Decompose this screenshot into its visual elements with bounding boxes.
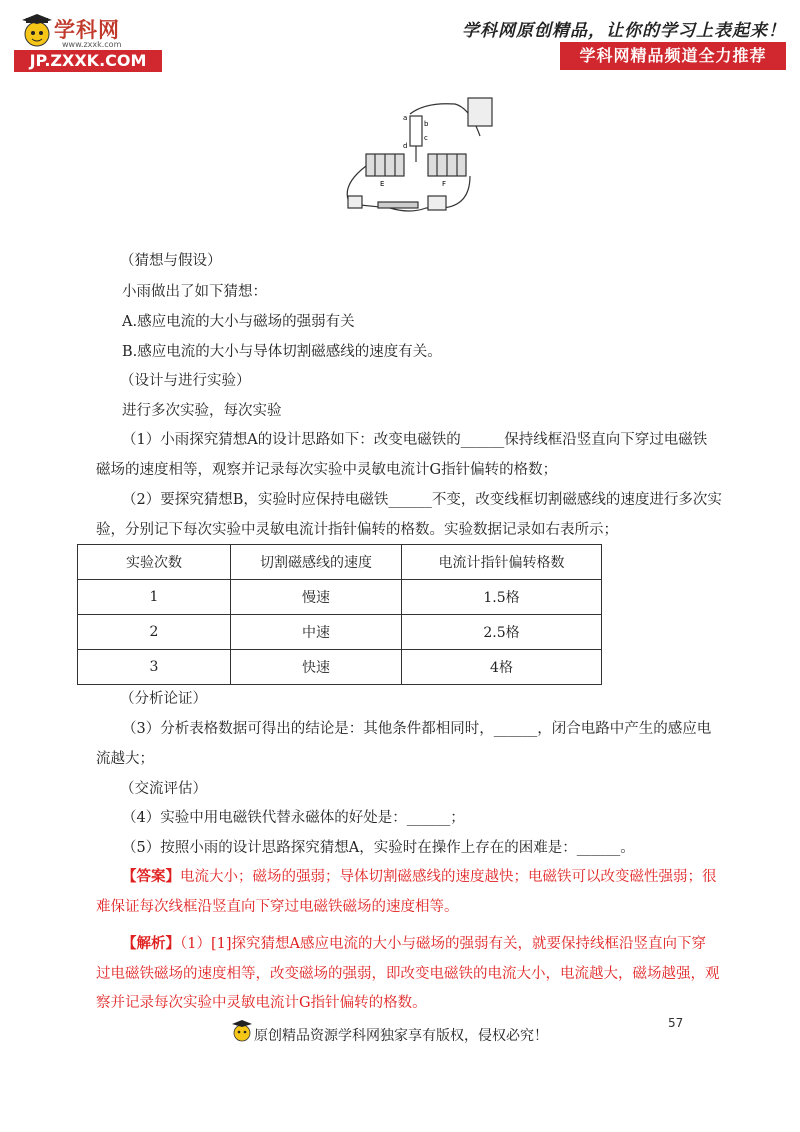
site-logo[interactable] [14,14,164,76]
question-3: （3）分析表格数据可得出的结论是：其他条件都相同时，______，闭合电路中产生的感应电 [122,721,712,737]
table-header: 实验次数 [78,545,231,580]
text-line: 磁场的速度相等，观察并记录每次实验中灵敏电流计G指针偏转的格数； [96,462,558,478]
text-line: B.感应电流的大小与导体切割磁感线的速度有关。 [122,344,442,360]
figure-label-c: c [424,134,428,142]
analysis-text: （1）[1]探究猜想A感应电流的大小与磁场的强弱有关，就要保持线框沿竖直向下穿 [180,936,706,952]
text-line: A.感应电流的大小与磁场的强弱有关 [122,314,355,330]
table-cell: 4格 [402,650,602,685]
table-row [78,650,602,685]
table-cell: 慢速 [231,580,402,615]
logo-url: JP.ZXXK.COM [14,50,162,72]
table-cell: 1.5格 [402,580,602,615]
table-cell: 2.5格 [402,615,602,650]
logo-name: 学科网 [54,18,120,42]
logo-subtitle: www.zxxk.com [62,40,122,49]
table-row [78,580,602,615]
section-analysis: （分析论证） [120,691,207,707]
answer-tag: 【答案】 [122,868,180,885]
figure-label-e: E [380,180,385,188]
channel-banner: 学科网精品频道全力推荐 [560,42,786,70]
answer-line [122,866,717,888]
analysis-line [122,933,706,955]
section-design: （设计与进行实验） [120,373,251,389]
figure-label-d: d [403,142,408,150]
table-header: 电流计指针偏转格数 [402,545,602,580]
analysis-tag: 【解析】 [122,935,180,952]
analysis-line: 过电磁铁磁场的速度相等，改变磁场的强弱，即改变电磁铁的电流大小，电流越大，磁场越强，观 [96,966,720,982]
experiment-apparatus-figure [330,96,500,220]
figure-label-f: F [442,180,447,188]
question-1: （1）小雨探究猜想A的设计思路如下：改变电磁铁的______保持线框沿竖直向下穿过电磁铁 [122,432,708,448]
table-cell: 3 [78,650,231,685]
question-5: （5）按照小雨的设计思路探究猜想A，实验时在操作上存在的困难是：______。 [122,840,635,856]
page-number: 57 [668,1016,684,1030]
text-line: 验，分别记下每次实验中灵敏电流计指针偏转的格数。实验数据记录如右表所示； [96,522,618,538]
table-cell: 2 [78,615,231,650]
answer-text: 电流大小；磁场的强弱；导体切割磁感线的速度越快；电磁铁可以改变磁性强弱；很 [180,869,717,885]
analysis-line: 察并记录每次实验中灵敏电流计G指针偏转的格数。 [96,995,427,1011]
section-evaluation: （交流评估） [120,781,207,797]
copyright-footer: 原创精品资源学科网独家享有版权，侵权必究！ [254,1028,548,1044]
data-table [77,544,602,685]
text-line: 进行多次实验，每次实验 [122,403,282,419]
answer-line: 难保证每次线框沿竖直向下穿过电磁铁磁场的速度相等。 [96,899,459,915]
text-line: 流越大； [96,751,154,767]
footer-mascot-icon [232,1018,252,1044]
question-2: （2）要探究猜想B，实验时应保持电磁铁______不变，改变线框切割磁感线的速度进行多次实 [122,492,722,508]
table-cell: 中速 [231,615,402,650]
figure-label-b: b [424,120,429,128]
table-row [78,615,602,650]
text-line: 小雨做出了如下猜想： [122,284,267,300]
header-slogan: 学科网原创精品，让你的学习上表起来！ [462,21,786,41]
table-cell: 1 [78,580,231,615]
figure-label-a: a [403,114,408,122]
table-cell: 快速 [231,650,402,685]
mascot-icon [20,14,54,50]
question-4: （4）实验中用电磁铁代替永磁体的好处是：______； [122,810,465,826]
table-header-row [78,545,602,580]
table-header: 切割磁感线的速度 [231,545,402,580]
section-hypothesis: （猜想与假设） [120,253,222,269]
